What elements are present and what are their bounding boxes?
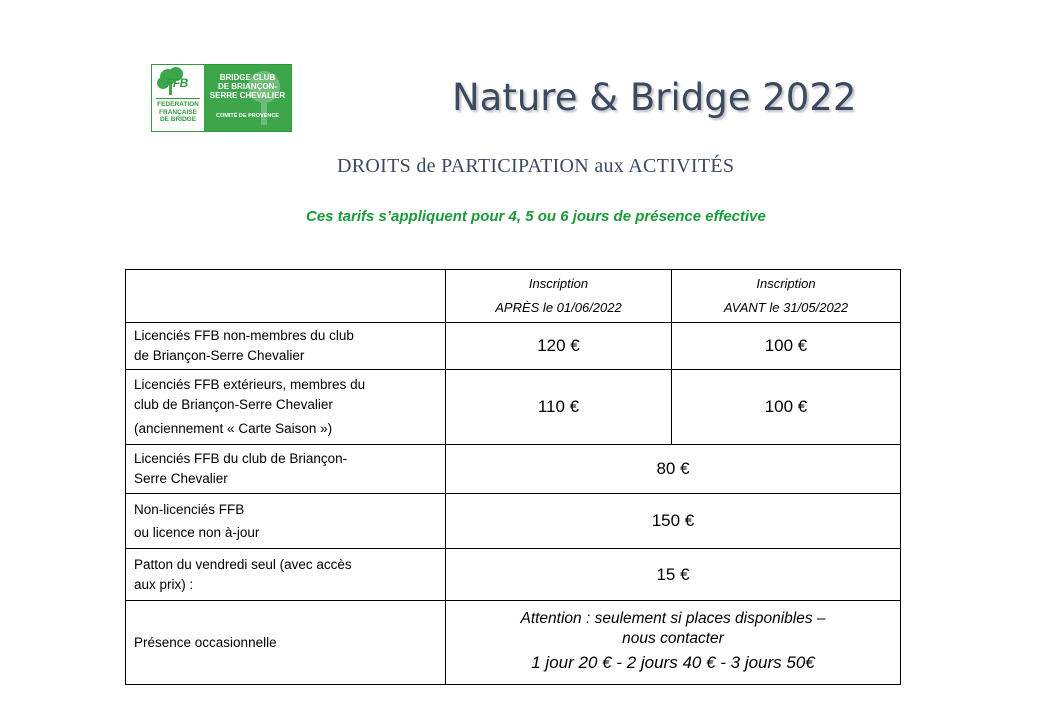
row-label: Licenciés FFB extérieurs, membres du club de Briançon-Serre Chevalier (anciennement « Carte Saison ») — [126, 370, 446, 445]
pricing-note: Ces tarifs s’appliquent pour 4, 5 ou 6 jours de présence effective — [306, 208, 766, 225]
table-row — [126, 445, 901, 494]
price-merged: 80 € — [446, 445, 901, 494]
table-row — [126, 494, 901, 549]
row-label: Non-licenciés FFB ou licence non à-jour — [126, 494, 446, 549]
header-after: Inscription APRÈS le 01/06/2022 — [446, 270, 672, 323]
table-row — [126, 323, 901, 370]
pricing-table — [125, 269, 901, 685]
table-row — [126, 601, 901, 685]
row-label: Licenciés FFB du club de Briançon- Serre Chevalier — [126, 445, 446, 494]
price-after: 110 € — [446, 370, 672, 445]
table-header-row — [126, 270, 901, 323]
table-row — [126, 370, 901, 445]
empty-header-cell — [126, 270, 446, 323]
logo-divider — [156, 98, 200, 99]
federation-text: FEDERATION FRANÇAISE DE BRIDGE — [157, 101, 199, 123]
club-name-text: BRIDGE CLUB DE BRIANÇON- SERRE CHEVALIER — [209, 73, 286, 100]
price-before: 100 € — [672, 323, 901, 370]
header-before: Inscription AVANT le 31/05/2022 — [672, 270, 901, 323]
row-label: Licenciés FFB non-membres du club de Briançon-Serre Chevalier — [126, 323, 446, 370]
price-merged: 15 € — [446, 549, 901, 601]
page-title: Nature & Bridge 2022 — [452, 76, 857, 119]
comite-text: COMITÉ DE PROVENCE — [216, 113, 279, 119]
ffb-club-logo — [151, 64, 292, 132]
table-row — [126, 549, 901, 601]
ffb-logo-text: FFB — [166, 76, 188, 90]
price-before: 100 € — [672, 370, 901, 445]
price-after: 120 € — [446, 323, 672, 370]
page-subtitle: DROITS de PARTICIPATION aux ACTIVITÉS — [337, 155, 735, 177]
occasional-info: Attention : seulement si places disponibles – nous contacter 1 jour 20 € - 2 jours 40 € - 3 jours 50€ — [446, 601, 901, 685]
club-logo-panel — [204, 65, 291, 131]
row-label: Patton du vendredi seul (avec accès aux prix) : — [126, 549, 446, 601]
row-label: Présence occasionnelle — [126, 601, 446, 685]
ffb-logo-panel — [152, 65, 204, 131]
price-merged: 150 € — [446, 494, 901, 549]
